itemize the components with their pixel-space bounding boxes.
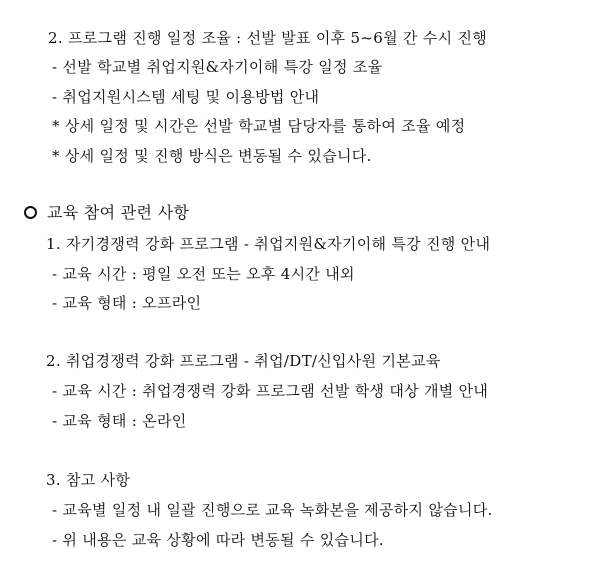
section-heading [24, 203, 189, 223]
program1-item: - 교육 시간 : 평일 오전 또는 오후 4시간 내외 [52, 265, 355, 283]
circle-bullet-icon [24, 206, 37, 219]
program1-item: - 교육 형태 : 오프라인 [52, 294, 202, 312]
program2-heading: 2. 취업경쟁력 강화 프로그램 - 취업/DT/신입사원 기본교육 [46, 352, 441, 370]
section-title: 교육 참여 관련 사항 [47, 203, 190, 222]
program2-item: - 교육 시간 : 취업경쟁력 강화 프로그램 선발 학생 대상 개별 안내 [52, 382, 489, 400]
reference-heading: 3. 참고 사항 [46, 471, 131, 489]
reference-item: - 위 내용은 교육 상황에 따라 변동될 수 있습니다. [52, 531, 384, 549]
reference-item: - 교육별 일정 내 일괄 진행으로 교육 녹화본을 제공하지 않습니다. [52, 501, 493, 519]
program2-item: - 교육 형태 : 온라인 [52, 412, 187, 430]
program1-heading: 1. 자기경쟁력 강화 프로그램 - 취업지원&자기이해 특강 진행 안내 [46, 235, 491, 253]
schedule-note: * 상세 일정 및 시간은 선발 학교별 담당자를 통하여 조율 예정 [52, 117, 466, 135]
schedule-item: - 선발 학교별 취업지원&자기이해 특강 일정 조율 [52, 58, 383, 76]
schedule-heading: 2. 프로그램 진행 일정 조율 : 선발 발표 이후 5~6월 간 수시 진행 [48, 29, 488, 47]
schedule-note: * 상세 일정 및 진행 방식은 변동될 수 있습니다. [52, 147, 372, 165]
schedule-item: - 취업지원시스템 세팅 및 이용방법 안내 [52, 88, 320, 106]
